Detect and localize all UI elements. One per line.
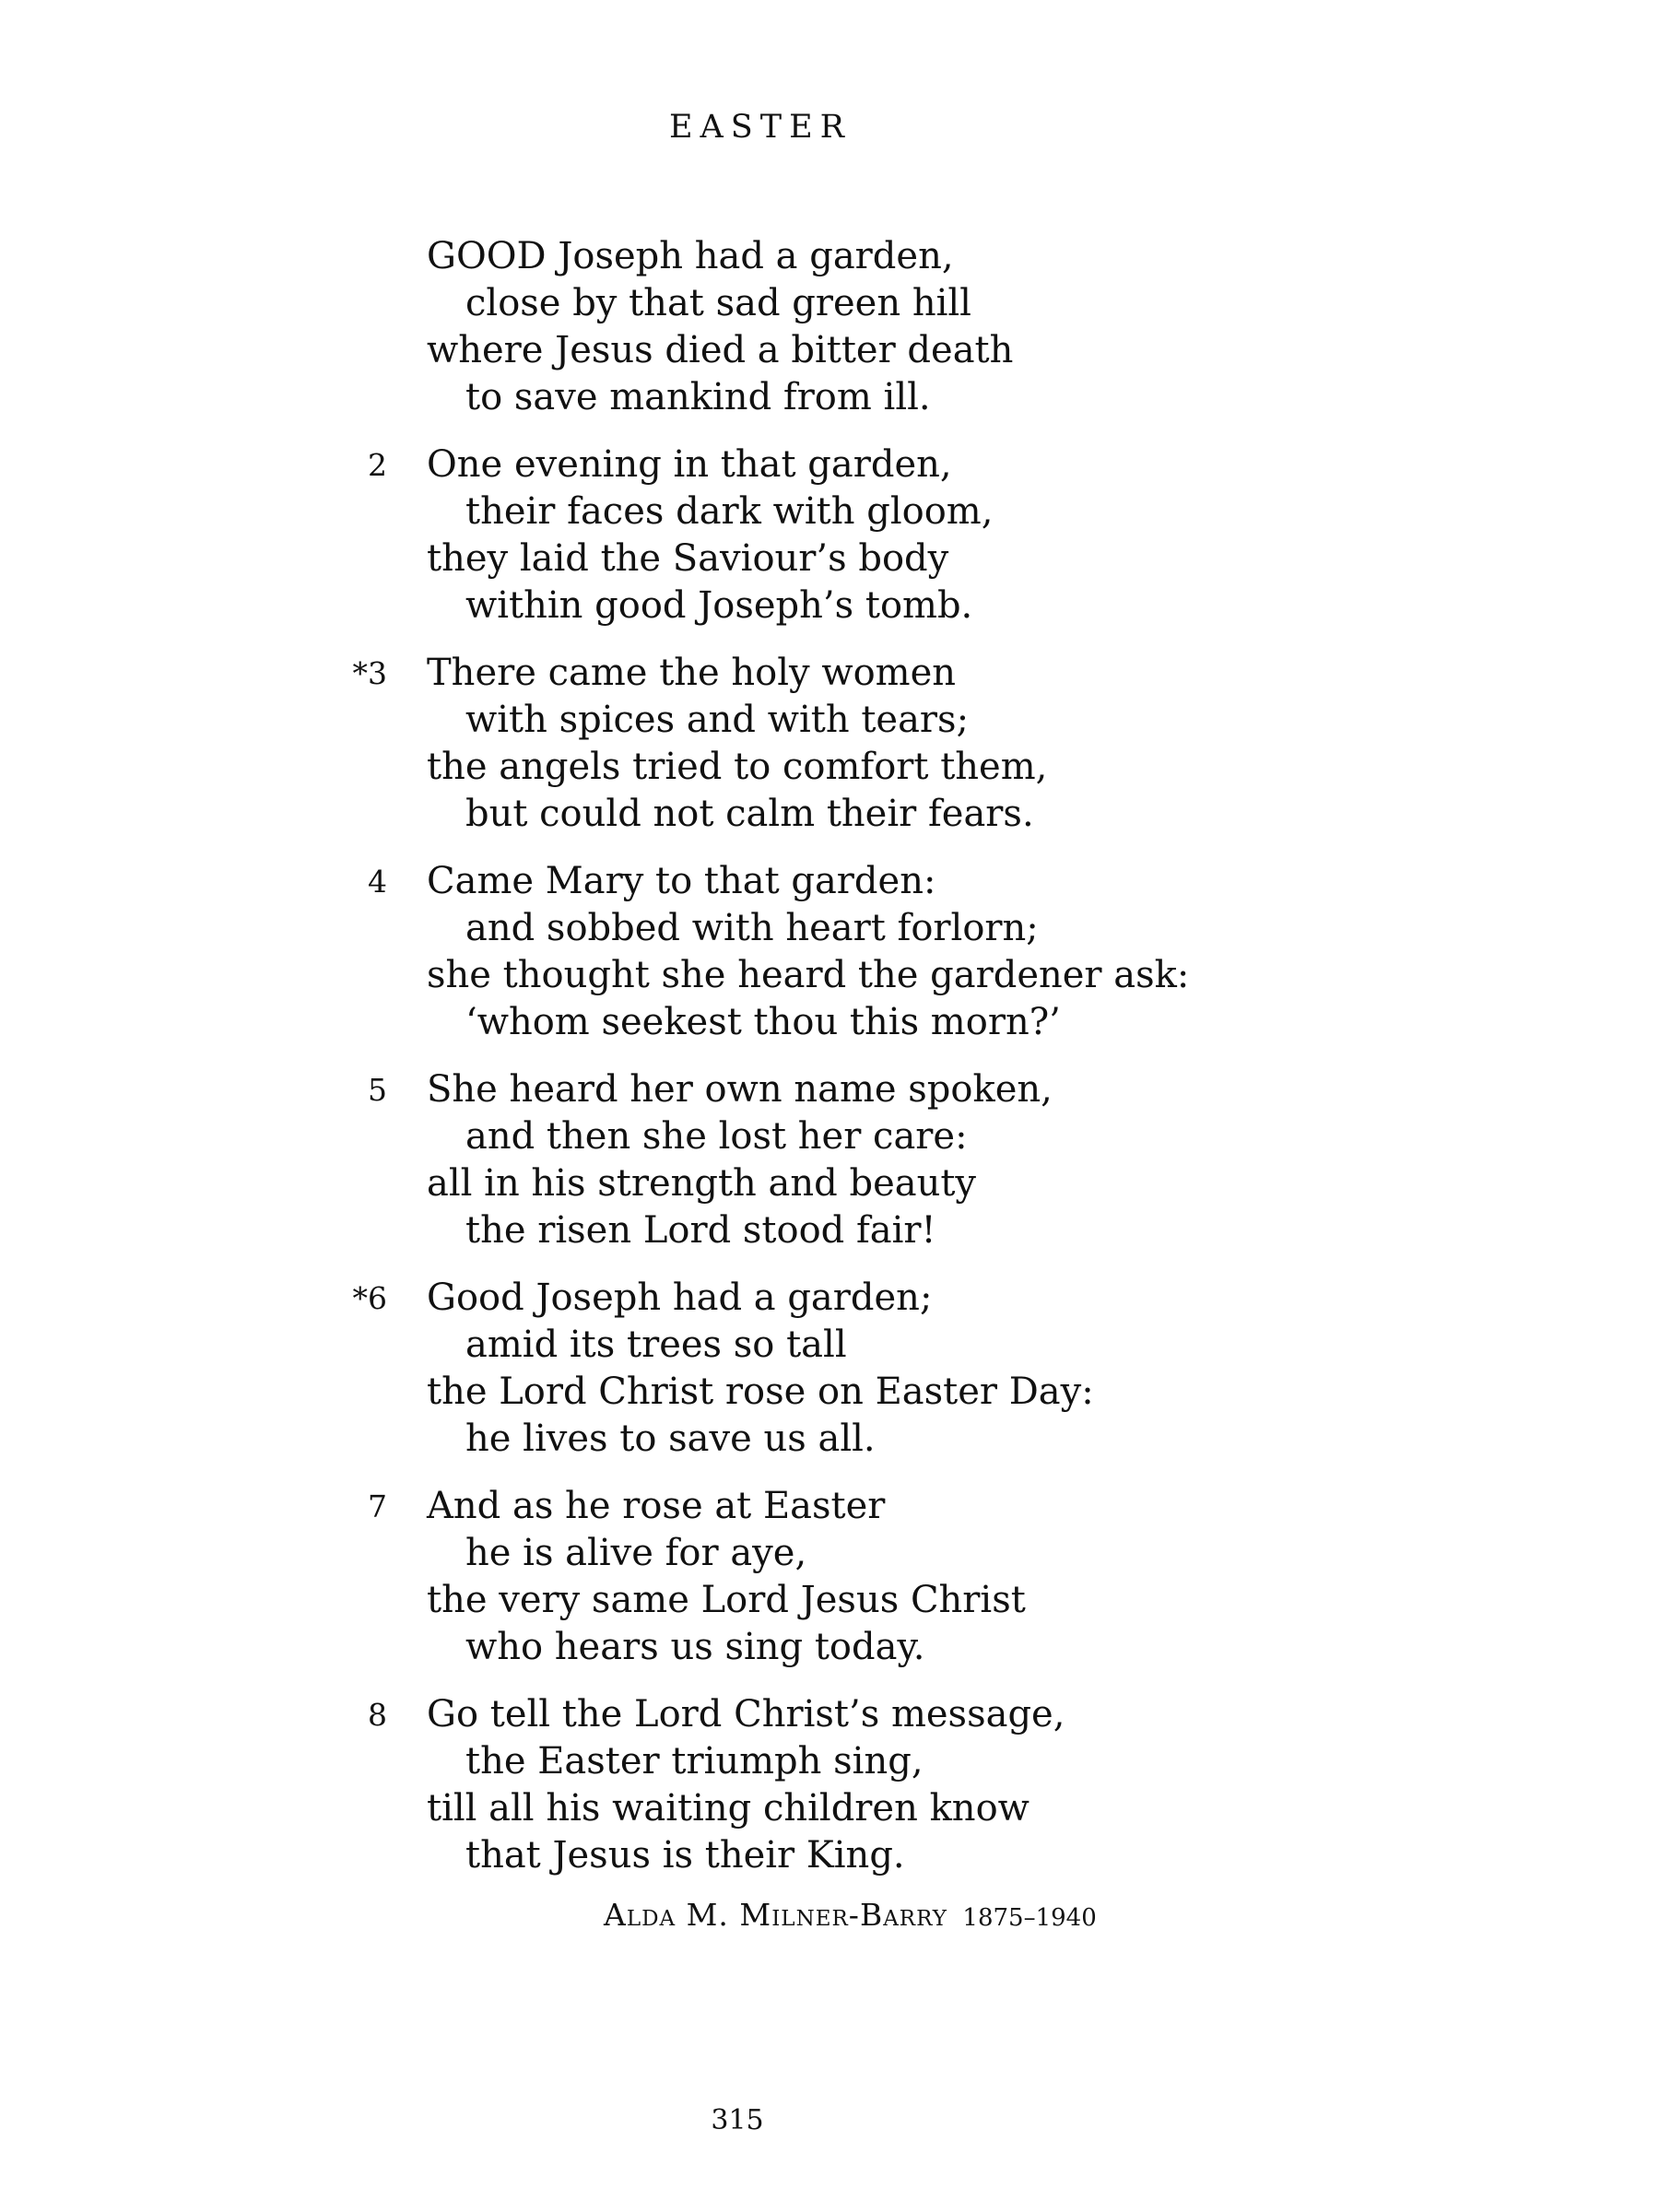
verse-line: they laid the Saviour’s body [427,537,949,580]
verse-2 [0,441,1659,629]
verse-line: There came the holy women [427,652,957,694]
author-dates: 1875–1940 [962,1904,1097,1932]
verse-line: that Jesus is their King. [465,1834,905,1877]
section-title: EASTER [668,109,853,146]
author-attribution [604,1897,1097,1933]
verse-line: Came Mary to that garden: [427,860,936,902]
verse-line: ‘whom seekest thou this morn?’ [465,1001,1061,1043]
verse-number: 2 [368,447,387,483]
verse-number: 4 [368,864,387,900]
verse-number: 8 [368,1697,387,1733]
verse-line: and sobbed with heart forlorn; [465,907,1039,949]
verse-line: GOOD Joseph had a garden, [427,235,954,277]
verse-line: she thought she heard the gardener ask: [427,954,1190,996]
verse-line: their faces dark with gloom, [465,490,994,533]
verse-3 [0,650,1659,838]
verse-line: but could not calm their fears. [465,793,1034,835]
verse-8 [0,1691,1659,1879]
verse-line: within good Joseph’s tomb. [465,584,973,627]
verse-5 [0,1066,1659,1254]
verse-line: One evening in that garden, [427,443,952,486]
verse-line: all in his strength and beauty [427,1162,977,1205]
verse-line: the Easter triumph sing, [465,1740,924,1783]
verse-number: *3 [352,655,387,691]
page-number: 315 [711,2104,764,2136]
verse-line: to save mankind from ill. [465,376,931,418]
verse-number: 5 [368,1072,387,1108]
verse-line: where Jesus died a bitter death [427,329,1014,371]
verse-line: he is alive for aye, [465,1532,807,1574]
verse-6 [0,1275,1659,1463]
verse-7 [0,1483,1659,1671]
verse-line: till all his waiting children know [427,1787,1030,1830]
author-name: Alda M. Milner-Barry [604,1897,947,1933]
verse-line: with spices and with tears; [465,699,970,741]
verse-line: he lives to save us all. [465,1418,876,1460]
verse-line: She heard her own name spoken, [427,1068,1053,1111]
verse-line: And as he rose at Easter [427,1485,886,1527]
verse-number: *6 [352,1280,387,1316]
verse-number: 7 [368,1488,387,1524]
verse-line: the angels tried to comfort them, [427,746,1048,788]
verse-line: and then she lost her care: [465,1115,968,1158]
verse-line: close by that sad green hill [465,282,971,324]
hymn-verses [0,233,1659,1900]
verse-line: Good Joseph had a garden; [427,1277,933,1319]
verse-line: the Lord Christ rose on Easter Day: [427,1371,1094,1413]
verse-line: Go tell the Lord Christ’s message, [427,1693,1065,1735]
verse-line: the very same Lord Jesus Christ [427,1579,1026,1621]
verse-1 [0,233,1659,421]
verse-line: amid its trees so tall [465,1324,847,1366]
verse-line: who hears us sing today. [465,1626,925,1668]
verse-line: the risen Lord stood fair! [465,1209,936,1252]
verse-4 [0,858,1659,1046]
